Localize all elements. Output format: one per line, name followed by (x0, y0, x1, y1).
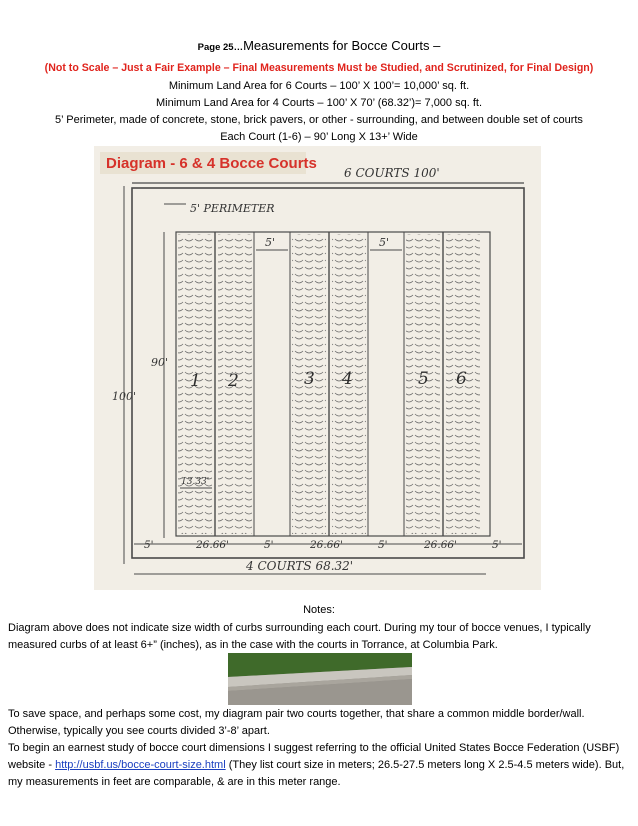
page-title (0, 38, 638, 53)
spec-line: 5’ Perimeter, made of concrete, stone, brick pavers, or other - surrounding, and between double set of courts (55, 114, 583, 126)
court-number: 6 (456, 369, 467, 389)
notes-text: (They list court size in meters; 26.5-27.5 meters long X 2.5-4.5 meters wide). But, my measurements in feet are comparable, & are in this meter range. (8, 759, 625, 788)
court-diagram-drawing (94, 146, 541, 590)
court-width-label: 13.33' (181, 477, 210, 487)
notes-heading: Notes: (303, 604, 335, 616)
title-text: Measurements for Bocce Courts – (243, 38, 441, 53)
spec-line: Each Court (1-6) – 90’ Long X 13+’ Wide (220, 131, 418, 143)
gap-label: 5' (379, 236, 390, 249)
diagram-title: Diagram - 6 & 4 Bocce Courts (106, 155, 317, 172)
perimeter-label: 5' PERIMETER (190, 202, 275, 215)
court-diagram (94, 146, 541, 590)
curb-photo (228, 653, 412, 705)
top-dimension-label: 6 COURTS 100' (344, 166, 440, 180)
bottom-dimension: 26.66' (310, 539, 343, 551)
gap-label: 5' (265, 236, 276, 249)
notes-paragraph: Diagram above does not indicate size width of curbs surrounding each court. During my tour of bocce venues, I typically measured curbs of at least 6+” (inches), as in the case with the courts in Torrance, at Columbia Park. (8, 622, 591, 651)
notes-paragraph: To save space, and perhaps some cost, my diagram pair two courts together, that share a common middle border/wall. Otherwise, typically you see courts divided 3’-8’ apart. (8, 708, 585, 737)
court-number: 1 (190, 371, 201, 391)
bottom-dimension: 5' (492, 539, 502, 551)
bottom-dimension: 26.66' (196, 539, 229, 551)
court-number: 4 (342, 369, 353, 389)
court-number: 3 (304, 369, 315, 389)
spec-line: Minimum Land Area for 4 Courts – 100’ X 70’ (68.32’)= 7,000 sq. ft. (156, 97, 482, 109)
bottom-dimension: 5' (378, 539, 388, 551)
courts (176, 232, 490, 536)
curb-photo-drawing (228, 653, 412, 705)
usbf-link[interactable]: http://usbf.us/bocce-court-size.html (55, 759, 226, 771)
bottom-dimension: 5' (144, 539, 154, 551)
page-number: Page 25… (197, 42, 244, 53)
spec-line: Minimum Land Area for 6 Courts – 100’ X 100’= 10,000’ sq. ft. (168, 80, 470, 92)
inner-height-label: 90' (151, 356, 169, 369)
bottom-total-label: 4 COURTS 68.32' (246, 559, 354, 573)
outer-height-label: 100' (112, 390, 137, 403)
court-number: 2 (228, 371, 239, 391)
court-number: 5 (418, 369, 429, 389)
bottom-dimension: 5' (264, 539, 274, 551)
notes-paragraph (8, 740, 632, 791)
bottom-dimension: 26.66' (424, 539, 457, 551)
disclaimer: (Not to Scale – Just a Fair Example – Final Measurements Must be Studied, and Scrutinized, for Final Design) (44, 62, 594, 74)
notes-text: To begin an earnest study of bocce court dimensions I suggest referring to the official United States Bocce Federation (USBF) website - (8, 742, 620, 771)
